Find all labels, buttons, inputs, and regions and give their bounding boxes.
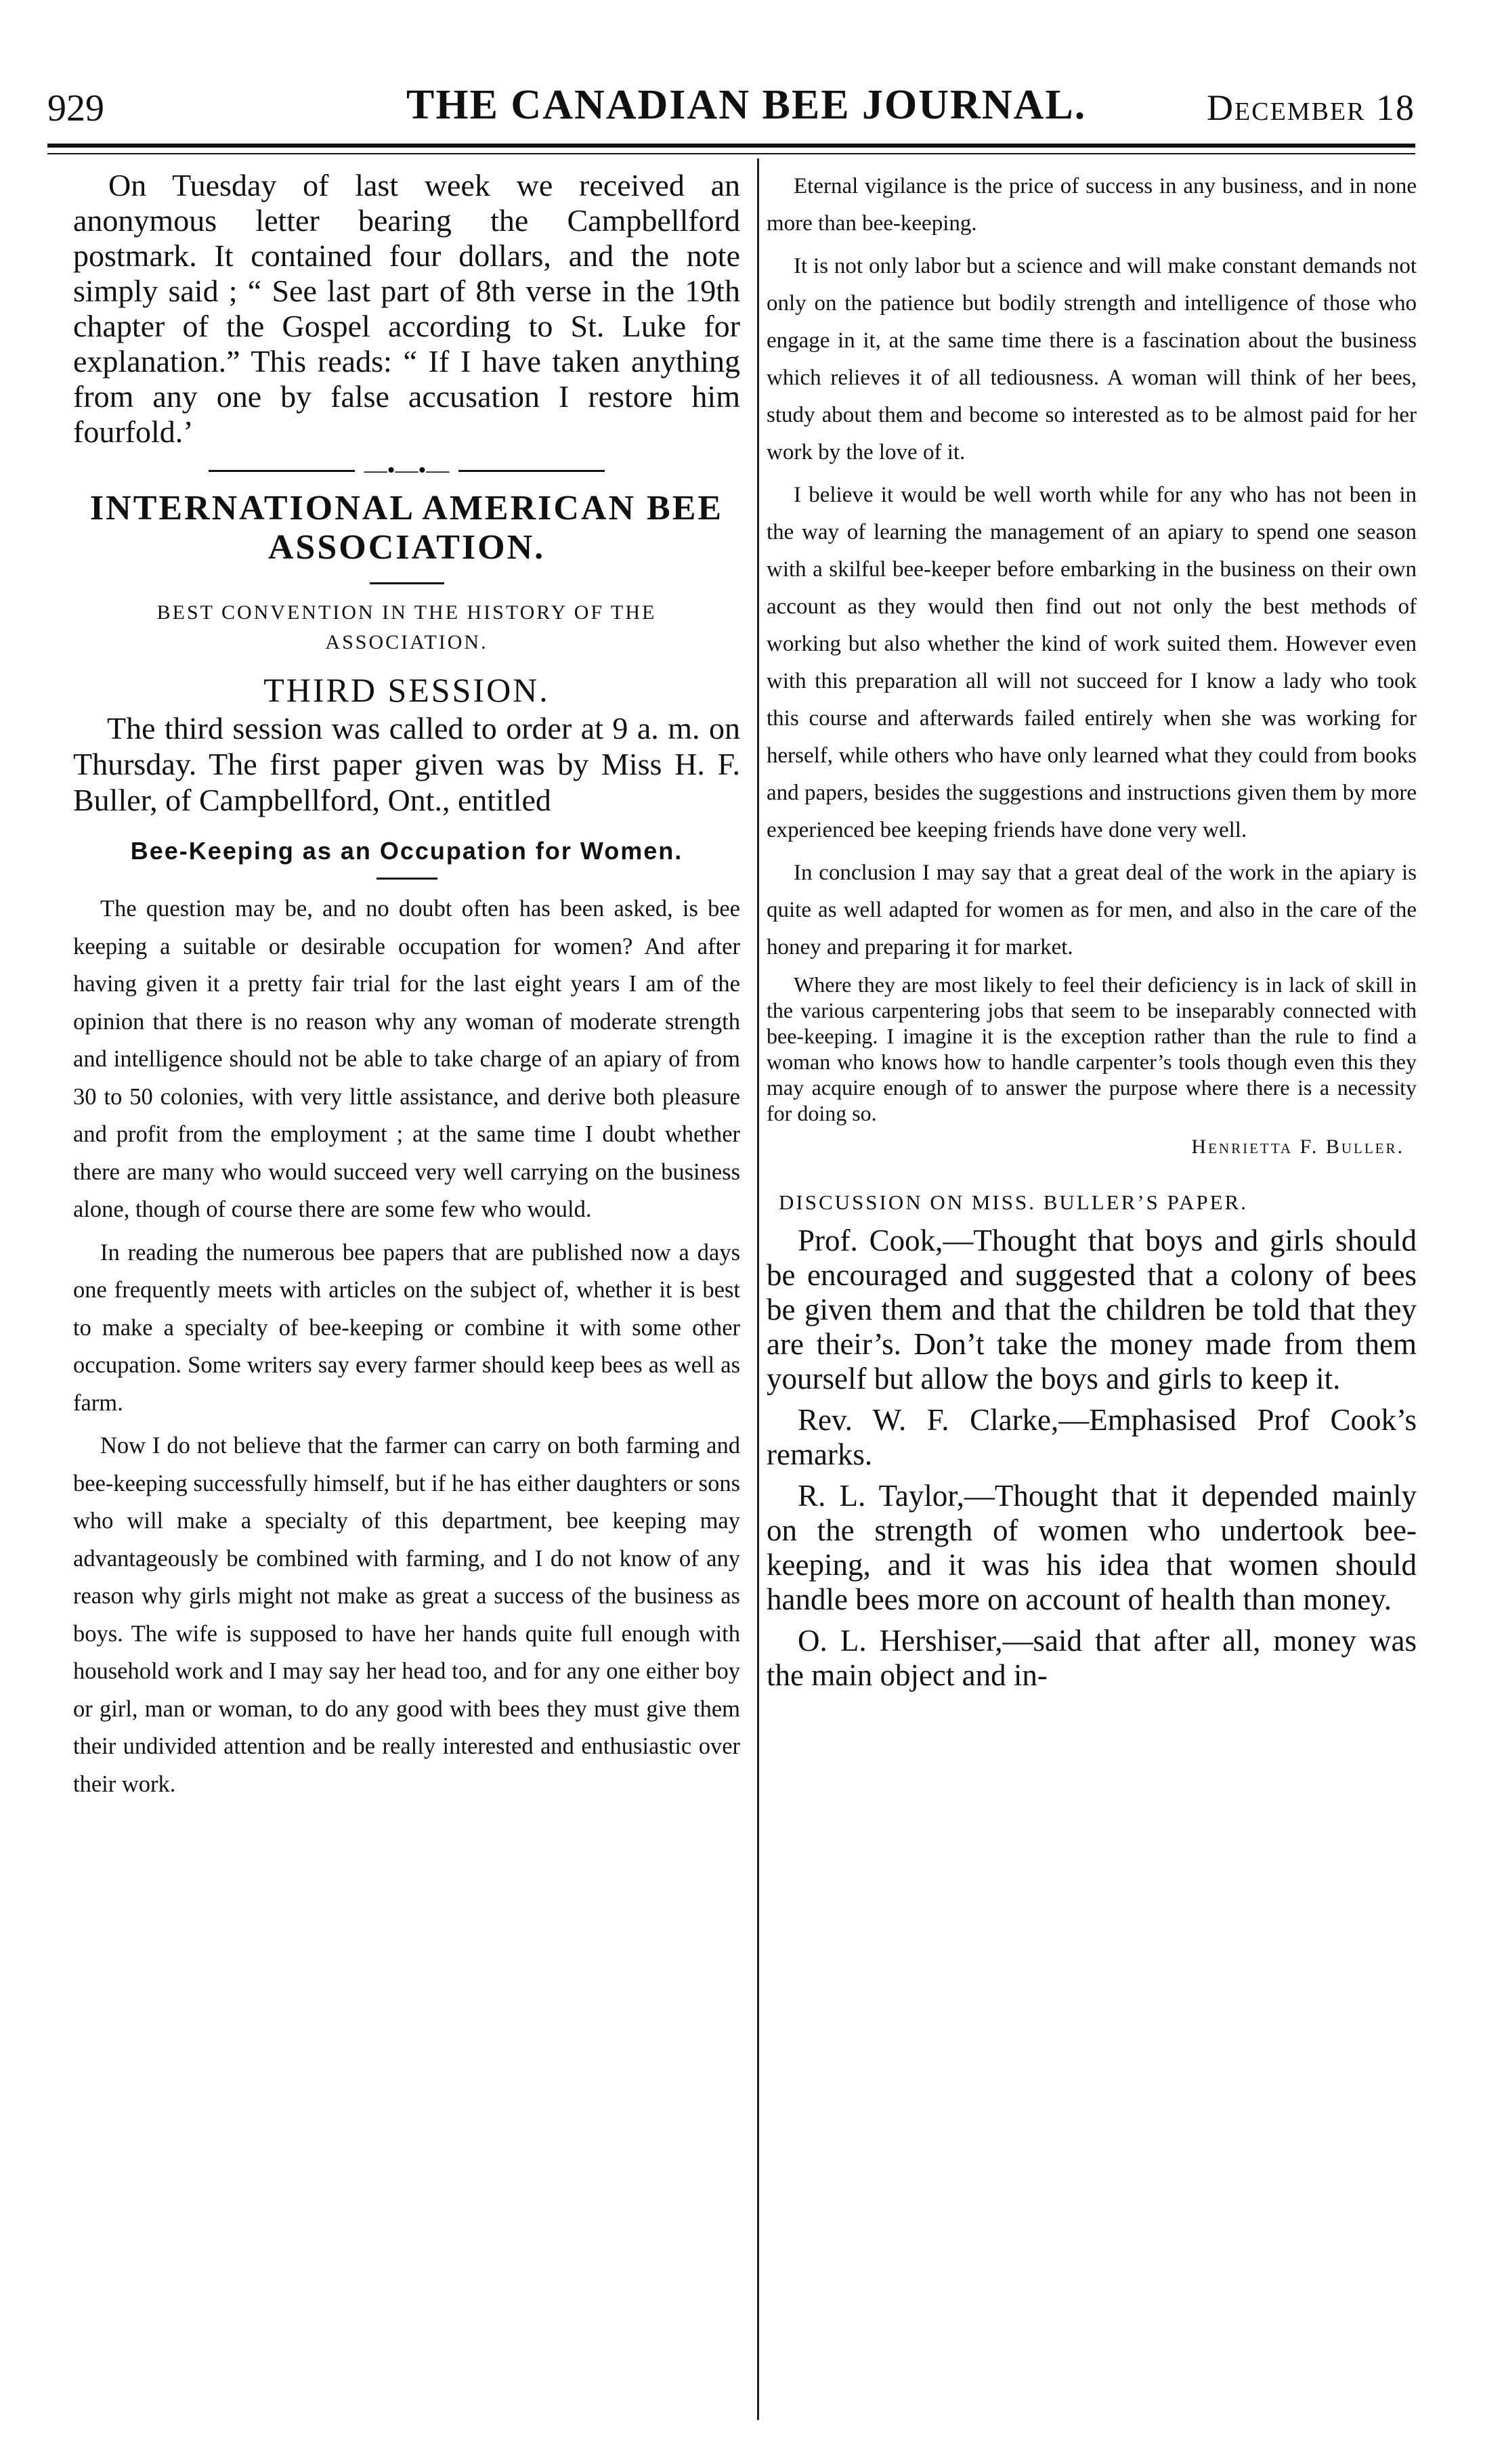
paper-title-rule xyxy=(377,878,437,880)
paper-title: Bee-Keeping as an Occupation for Women. xyxy=(130,837,683,865)
paper-paragraph: It is not only labor but a science and will make constant demands not only on the patience but bodily strength and intelligence of those who engage in it, at the same time there is a fascination about the business which relieves it of all tediousness. A woman will think of her bees, study about them and become so interested as to be almost paid for her work by the love of it. xyxy=(767,254,1417,464)
paper-paragraph: I believe it would be well worth while for any who has not been in the way of learning the management of an apiary to spend one season with a skilful bee-keeper before embarking in the business on their own account as they would then find out not only the best methods of working but also whether the kind of work suited them. However even with this preparation all will not succeed for I know a lady who took this course and afterwards failed entirely when she was working for herself, while others who have only learned what they could from books and papers, besides the suggestions and instructions given them by more experienced bee keeping friends have done very well. xyxy=(767,483,1417,842)
section-subheading: BEST CONVENTION IN THE HISTORY OF THE ASSOCIATION. xyxy=(156,601,657,653)
right-column xyxy=(767,168,1417,1700)
discussion-remark: O. L. Hershiser,—said that after all, money was the main object and in- xyxy=(767,1624,1417,1692)
ornament-mark: —•—•— xyxy=(355,458,459,483)
anonymous-letter-note: On Tuesday of last week we received an anonymous letter bearing the Campbellford postmark. It contained four dollars, and the note simply said ; “ See last part of 8th verse in the 19th chapter of the Gospel according to St. Luke for explanation.” This reads: “ If I have taken anything from any one by false accusation I restore him fourfold.’ xyxy=(73,168,740,449)
issue-date: December 18 xyxy=(1207,87,1415,128)
left-column xyxy=(73,168,740,1809)
paper-paragraph: In reading the numerous bee papers that are published now a days one frequently meets with articles on the subject of, whether it is best to make a specialty of bee-keeping or combine it with some other occupation. Some writers say every farmer should keep bees as well as farm. xyxy=(73,1239,740,1416)
author-signature: Henrietta F. Buller. xyxy=(1191,1136,1404,1158)
column-divider xyxy=(757,158,759,2420)
paper-paragraph: The question may be, and no doubt often has been asked, is bee keeping a suitable or desirable occupation for women? And after having given it a pretty fair trial for the last eight years I am of the opinion that there is no reason why any woman of moderate strength and intelligence should not be able to take charge of an apiary of from 30 to 50 colonies, with very little assistance, and derive both pleasure and profit from the employment ; at the same time I doubt whether there are many who would succeed very well carrying on the business alone, though of course there are some few who would. xyxy=(73,896,740,1222)
header-rule-thin xyxy=(47,153,1415,154)
discussion-remark: R. L. Taylor,—Thought that it depended mainly on the strength of women who undertook bee-keeping, and it was his idea that women should handle bees more on account of health than money. xyxy=(767,1479,1417,1616)
session-title: THIRD SESSION. xyxy=(263,671,550,709)
section-title: INTERNATIONAL AMERICAN BEE ASSOCIATION. xyxy=(89,489,724,567)
page-number: 929 xyxy=(47,87,104,129)
discussion-remark: Prof. Cook,—Thought that boys and girls should be encouraged and suggested that a colony of bees be given them and that the children be told that they are their’s. Don’t take the money made from them yourself but allow the boys and girls to keep it. xyxy=(767,1224,1417,1396)
paper-paragraph: Where they are most likely to feel their deficiency is in lack of skill in the various carpentering jobs that seem to be inseparably connected with bee-keeping. I imagine it is the exception rather than the rule to find a woman who knows how to handle carpenter’s tools though even this they may acquire enough of to answer the purpose where there is a necessity for doing so. xyxy=(767,972,1417,1125)
journal-title: THE CANADIAN BEE JOURNAL. xyxy=(406,82,1087,128)
header-rule-thick xyxy=(47,144,1415,148)
discussion-heading: DISCUSSION ON MISS. BULLER’S PAPER. xyxy=(779,1190,1248,1214)
page-header xyxy=(47,81,1415,135)
section-rule xyxy=(370,582,444,584)
paper-paragraph: Eternal vigilance is the price of success in any business, and in none more than bee-keeping. xyxy=(767,174,1417,236)
ornament-divider xyxy=(73,458,740,485)
paper-paragraph: In conclusion I may say that a great deal of the work in the apiary is quite as well adapted for women as for men, and also in the care of the honey and preparing it for market. xyxy=(767,861,1417,959)
paper-paragraph: Now I do not believe that the farmer can carry on both farming and bee-keeping successfully himself, but if he has either daughters or sons who will make a specialty of this department, bee keeping may advantageously be combined with farming, and I do not know of any reason why girls might not make as great a success of the business as boys. The wife is supposed to have her hands quite full enough with household work and I may say her head too, and for any one either boy or girl, man or woman, to do any good with bees they must give them their undivided attention and be really interested and enthusiastic over their work. xyxy=(73,1433,740,1797)
session-intro: The third session was called to order at 9 a. m. on Thursday. The first paper given was by Miss H. F. Buller, of Campbellford, Ont., entitled xyxy=(73,711,740,817)
discussion-remark: Rev. W. F. Clarke,—Emphasised Prof Cook’s remarks. xyxy=(767,1403,1417,1471)
